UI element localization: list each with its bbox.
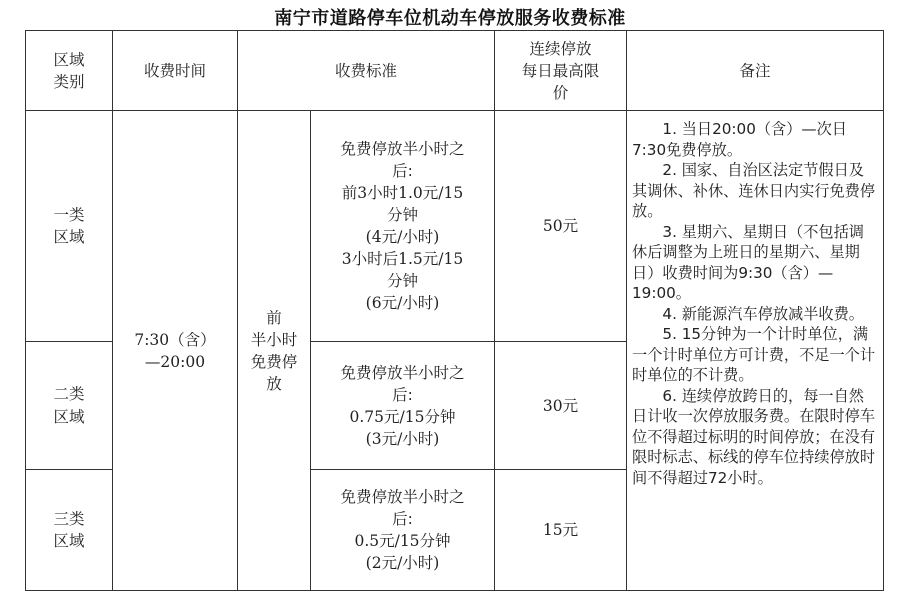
region-line: 区域 xyxy=(53,407,85,426)
charge-time-line: 7:30（含） xyxy=(134,330,216,349)
standard-line: 前3小时1.0元/15 xyxy=(341,184,464,202)
standard-line: 分钟 xyxy=(387,272,419,290)
page-title: 南宁市道路停车位机动车停放服务收费标准 xyxy=(274,8,626,29)
standard-line: 分钟 xyxy=(387,206,419,224)
header-cap-line: 价 xyxy=(552,83,569,102)
standard-line: 免费停放半小时之 xyxy=(340,363,465,382)
region-cell xyxy=(26,342,113,470)
standard-line: 后: xyxy=(392,385,413,404)
standard-cell xyxy=(311,470,495,591)
region-line: 二类 xyxy=(53,385,85,404)
free-period-line: 免费停 xyxy=(250,352,298,371)
remark-item: 6. 连续停放跨日的，每一自然日计收一次停放服务费。在限时停车位不得超过标明的时间停放；在没有限时标志、标线的停车位持续停放时间不得超过72小时。 xyxy=(632,386,876,487)
header-row xyxy=(26,31,884,111)
standard-line: 0.75元/15分钟 xyxy=(349,407,456,426)
standard-line: 免费停放半小时之 xyxy=(340,140,465,158)
standard-line: (3元/小时) xyxy=(365,429,440,448)
free-period-line: 前 xyxy=(266,308,282,327)
remark-item: 3. 星期六、星期日（不包括调休后调整为上班日的星期六、星期日）收费时间为9:30（含）—19:00。 xyxy=(632,222,864,303)
header-region-line: 类别 xyxy=(53,72,85,91)
standard-cell xyxy=(311,342,495,470)
header-cap xyxy=(495,31,627,111)
standard-line: 后: xyxy=(392,162,413,180)
standard-line: 后: xyxy=(392,510,413,528)
remark-item: 1. 当日20:00（含）—次日7:30免费停放。 xyxy=(632,120,847,159)
free-period-line: 放 xyxy=(266,374,282,393)
cap-cell: 50元 xyxy=(495,111,627,342)
free-period-line: 半小时 xyxy=(250,330,298,349)
fee-table xyxy=(25,30,884,591)
header-remarks: 备注 xyxy=(627,31,884,111)
charge-time-line: —20:00 xyxy=(144,352,206,371)
header-standard: 收费标准 xyxy=(238,31,495,111)
remarks-cell xyxy=(627,111,884,591)
table-row xyxy=(26,111,884,342)
remark-item: 2. 国家、自治区法定节假日及其调休、补休、连休日内实行免费停放。 xyxy=(632,161,876,221)
standard-line: (2元/小时) xyxy=(365,554,440,572)
standard-line: 0.5元/15分钟 xyxy=(354,532,451,550)
header-time: 收费时间 xyxy=(113,31,238,111)
region-line: 一类 xyxy=(53,205,85,224)
region-line: 区域 xyxy=(53,228,85,246)
region-line: 区域 xyxy=(53,532,85,550)
standard-line: (4元/小时) xyxy=(365,228,440,246)
charge-time-cell xyxy=(113,111,238,591)
region-cell xyxy=(26,111,113,342)
header-region-line: 区域 xyxy=(53,50,85,69)
region-line: 三类 xyxy=(53,509,85,528)
header-cap-line: 每日最高限 xyxy=(521,61,600,80)
standard-line: 3小时后1.5元/15 xyxy=(341,250,464,268)
cap-cell: 15元 xyxy=(495,470,627,591)
header-cap-line: 连续停放 xyxy=(529,39,592,58)
standard-line: (6元/小时) xyxy=(365,294,440,312)
remark-item: 5. 15分钟为一个计时单位，满一个计时单位方可计费，不足一个计时单位的不计费。 xyxy=(632,325,876,385)
standard-line: 免费停放半小时之 xyxy=(340,488,465,506)
cap-cell: 30元 xyxy=(495,342,627,470)
remark-item: 4. 新能源汽车停放减半收费。 xyxy=(662,304,864,323)
standard-cell xyxy=(311,111,495,342)
region-cell xyxy=(26,470,113,591)
free-period-cell xyxy=(238,111,311,591)
header-region xyxy=(26,31,113,111)
